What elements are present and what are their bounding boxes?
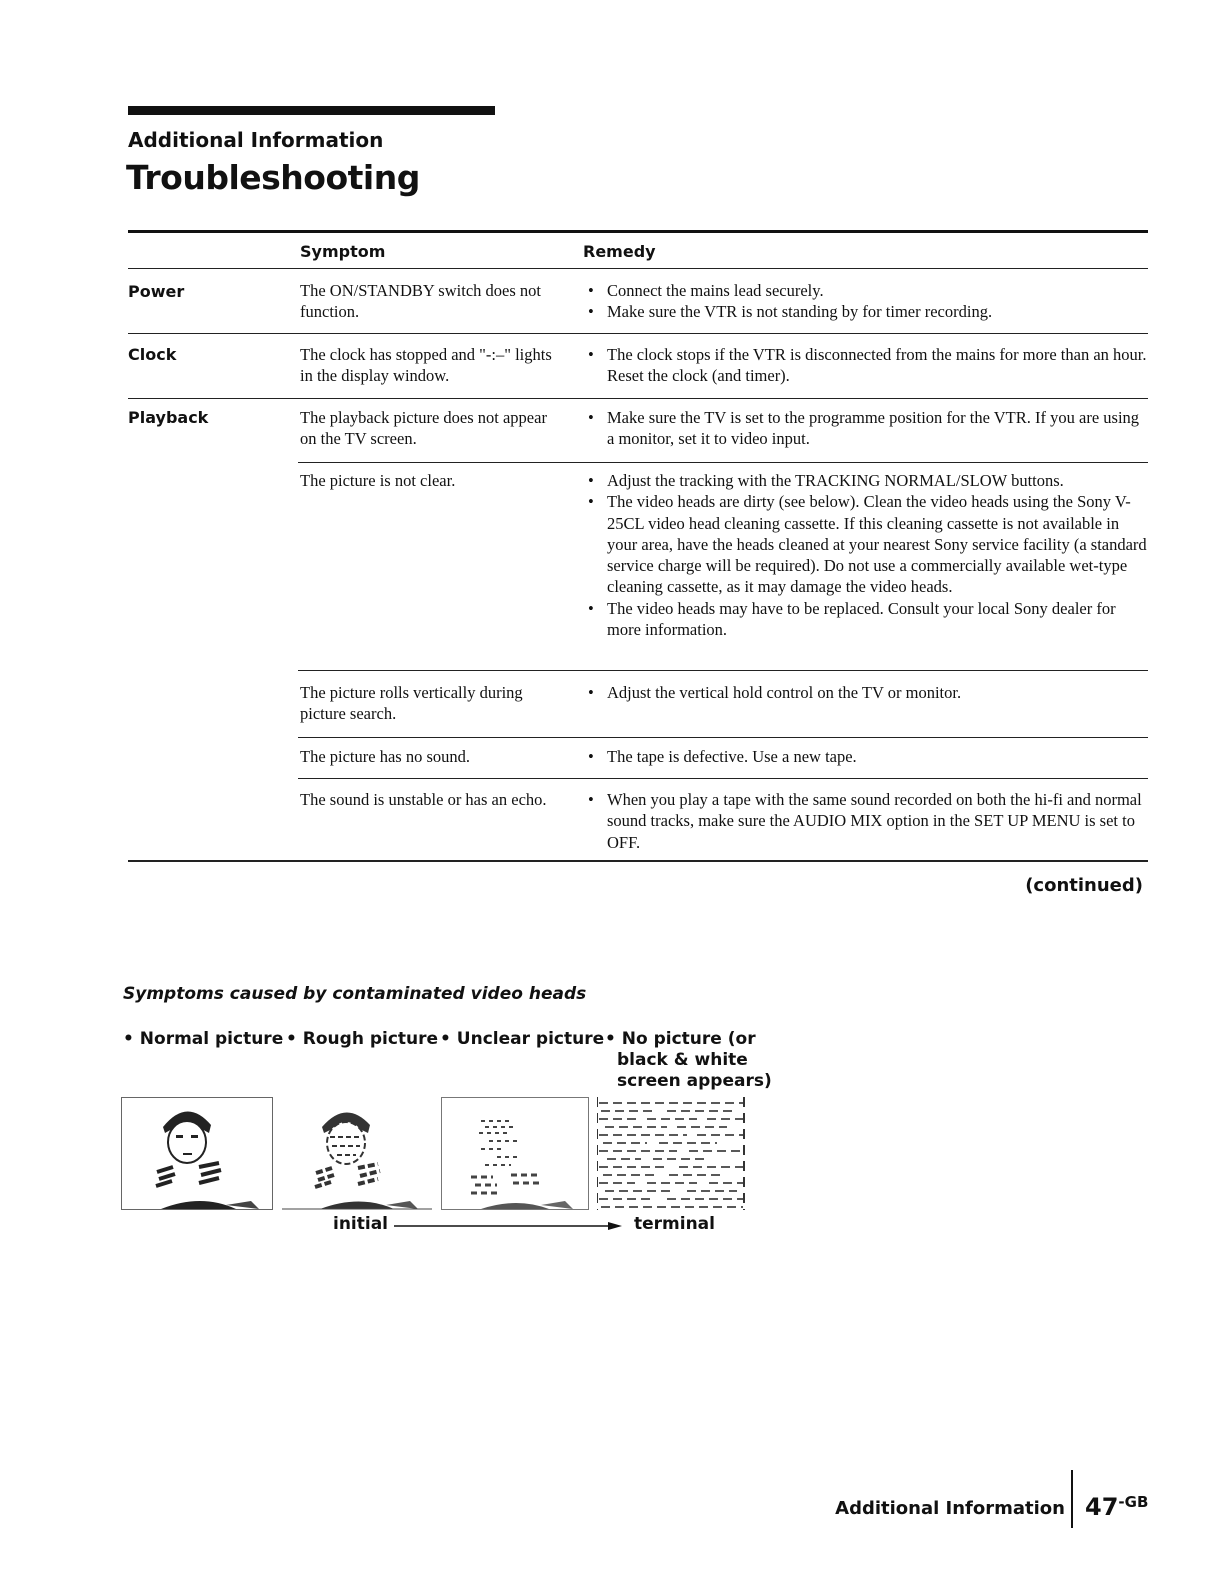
remedy-item: • The video heads may have to be replaced. Consult your local Sony dealer for more information.: [588, 598, 1148, 641]
remedy-item: • The clock stops if the VTR is disconnected from the mains for more than an hour. Reset the clock (and timer).: [588, 344, 1148, 387]
page-number: [1085, 1493, 1148, 1521]
figure-title: Symptoms caused by contaminated video heads: [123, 984, 587, 1004]
terminal-label: terminal: [634, 1214, 715, 1234]
remedy-list: [588, 407, 1148, 450]
remedy-item: • Connect the mains lead securely.: [588, 280, 1148, 301]
unclear-picture-image: [441, 1097, 589, 1210]
symptom-text: The clock has stopped and "-:–" lights in the display window.: [300, 345, 552, 385]
label-rough-picture: • Rough picture: [286, 1029, 439, 1049]
remedy-list: [588, 280, 1148, 323]
row-divider: [298, 737, 1148, 738]
remedy-list: [588, 746, 1148, 767]
remedy-list: [588, 789, 1148, 853]
category-power: Power: [128, 282, 185, 301]
remedy-item: • Make sure the TV is set to the programme position for the VTR. If you are using a monitor, set it to video input.: [588, 407, 1148, 450]
row-divider: [128, 398, 1148, 399]
page-number-value: 47: [1085, 1493, 1119, 1521]
row-divider: [298, 462, 1148, 463]
page-title: Troubleshooting: [126, 158, 420, 197]
symptom-column-header: Symptom: [300, 242, 386, 261]
no-picture-image: [597, 1097, 745, 1210]
rough-picture-image: [282, 1097, 432, 1210]
normal-picture-image: [121, 1097, 273, 1210]
footer-divider: [1071, 1470, 1073, 1528]
category-clock: Clock: [128, 345, 177, 364]
symptom-text: The playback picture does not appear on the TV screen.: [300, 408, 547, 448]
page-suffix: -GB: [1118, 1493, 1149, 1511]
progression-arrow-icon: [394, 1220, 624, 1232]
remedy-list: [588, 470, 1148, 640]
remedy-item: • Make sure the VTR is not standing by for timer recording.: [588, 301, 1148, 322]
label-unclear-picture: • Unclear picture: [440, 1029, 605, 1049]
remedy-list: [588, 344, 1148, 387]
category-playback: Playback: [128, 408, 209, 427]
symptom-text: The picture has no sound.: [300, 747, 471, 766]
symptom-text: The sound is unstable or has an echo.: [300, 790, 547, 809]
symptom-text: The picture is not clear.: [300, 471, 456, 490]
label-no-picture: • No picture (or black & white screen appears): [605, 1029, 772, 1091]
header-rule: [128, 268, 1148, 269]
table-top-rule: [128, 230, 1148, 233]
remedy-list: [588, 682, 1148, 703]
section-title: Additional Information: [128, 128, 384, 152]
remedy-item: • When you play a tape with the same sound recorded on both the hi-fi and normal sound tracks, make sure the AUDIO MIX option in the SET UP MENU is set to OFF.: [588, 789, 1148, 853]
remedy-item: • Adjust the vertical hold control on the TV or monitor.: [588, 682, 1148, 703]
continued-note: (continued): [1025, 875, 1143, 896]
row-divider: [298, 778, 1148, 779]
remedy-column-header: Remedy: [583, 242, 656, 261]
label-normal-picture: • Normal picture: [123, 1029, 284, 1049]
remedy-item: • The video heads are dirty (see below). Clean the video heads using the Sony V-25CL video head cleaning cassette. If this cleaning cassette is not available in your area, have the heads cleaned at your nearest Sony service facility (a standard service charge will be required). Do not use a commercially available wet-type cleaning cassette, as it may damage the video heads.: [588, 491, 1148, 597]
symptom-text: The ON/STANDBY switch does not function.: [300, 281, 541, 321]
symptom-text: The picture rolls vertically during picture search.: [300, 683, 523, 723]
footer-section-title: Additional Information: [835, 1498, 1065, 1519]
remedy-item: • Adjust the tracking with the TRACKING NORMAL/SLOW buttons.: [588, 470, 1148, 491]
remedy-item: • The tape is defective. Use a new tape.: [588, 746, 1148, 767]
table-bottom-rule: [128, 860, 1148, 862]
initial-label: initial: [333, 1214, 389, 1234]
row-divider: [298, 670, 1148, 671]
row-divider: [128, 333, 1148, 334]
header-bar: [128, 106, 495, 115]
